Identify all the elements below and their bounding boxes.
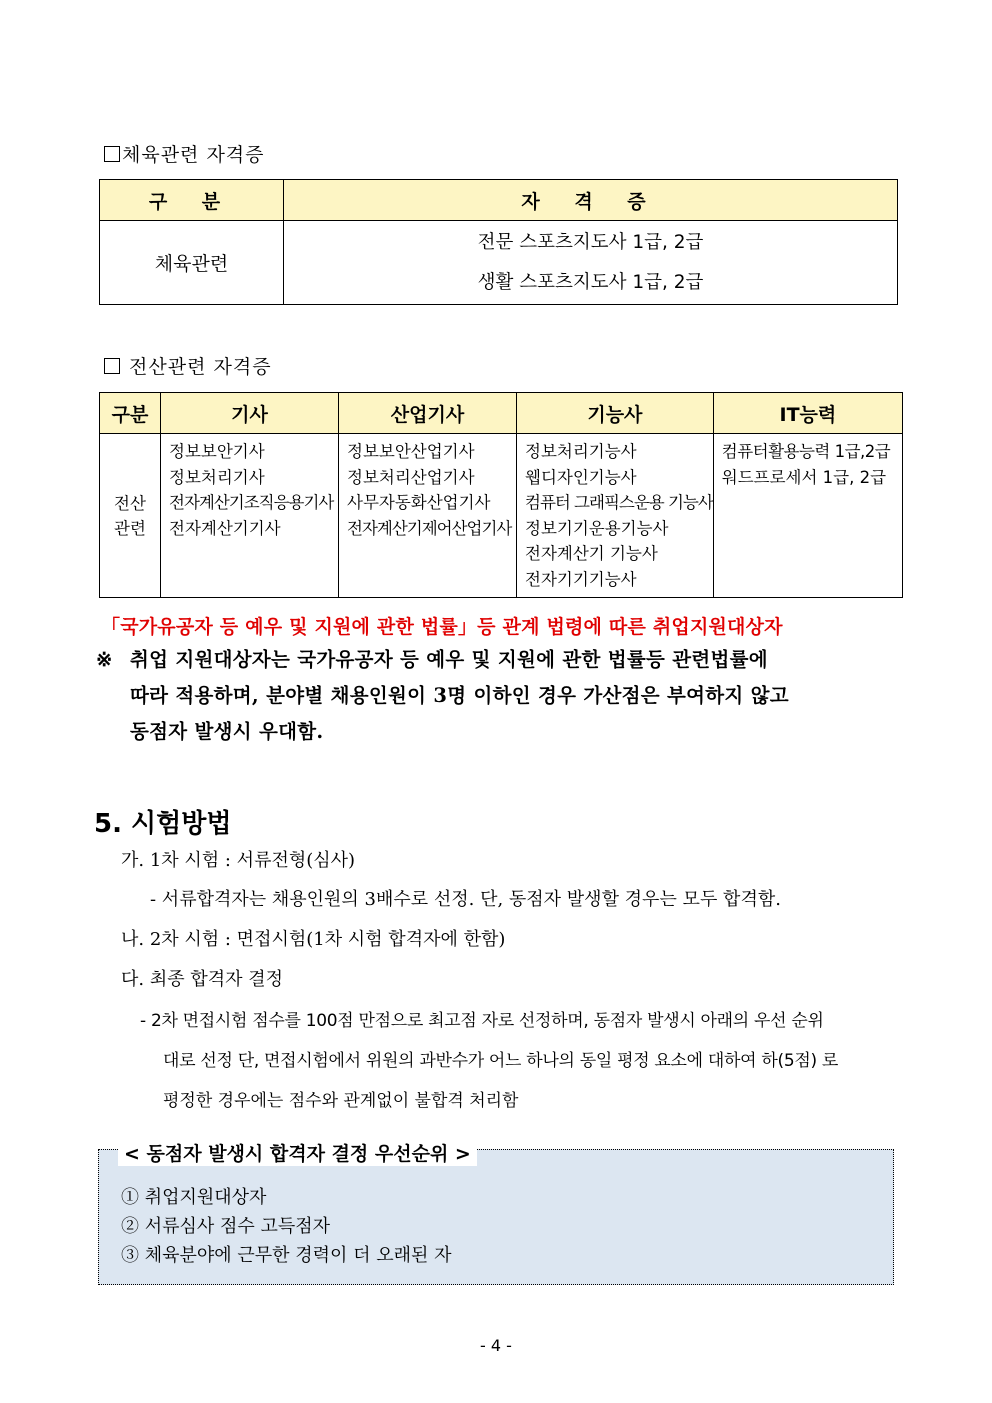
priority-item-2: ② 서류심사 점수 고득점자 bbox=[121, 1216, 331, 1237]
it-row-label-2: 관련 bbox=[114, 518, 146, 538]
exam-item-3: 다. 최종 합격자 결정 bbox=[121, 969, 283, 990]
list-item: 워드프로세서 1급, 2급 bbox=[721, 467, 887, 487]
priority-box-title: < 동점자 발생시 합격자 결정 우선순위 > bbox=[118, 1139, 477, 1166]
it-col-industrial bbox=[339, 434, 517, 598]
it-header-craftsman: 기능사 bbox=[517, 393, 714, 434]
list-item: 정보보안산업기사 bbox=[347, 442, 475, 461]
it-cert-table bbox=[99, 392, 903, 598]
sports-cert-cell bbox=[284, 221, 898, 305]
note-line: 따라 적용하며, 분야별 채용인원이 3명 이하인 경우 가산점은 부여하지 않고 bbox=[130, 684, 789, 707]
checkbox-icon bbox=[104, 358, 120, 374]
sports-row-label: 체육관련 bbox=[100, 221, 284, 305]
it-header-engineer: 기사 bbox=[161, 393, 339, 434]
priority-item-1: ① 취업지원대상자 bbox=[121, 1187, 267, 1208]
note-line: 취업 지원대상자는 국가유공자 등 예우 및 지원에 관한 법률등 관련법률에 bbox=[130, 648, 768, 671]
sports-section-title: 체육관련 자격증 bbox=[104, 140, 265, 167]
it-section-title: 전산관련 자격증 bbox=[104, 352, 272, 379]
exam-heading: 5. 시험방법 bbox=[94, 809, 232, 839]
exam-final-line-2: 대로 선정 단, 면접시험에서 위원의 과반수가 어느 하나의 동일 평정 요소에 대하여 하(5점) 로 bbox=[163, 1051, 839, 1071]
sports-cert-1: 전문 스포츠지도사 1급, 2급 bbox=[477, 231, 704, 253]
priority-item-3: ③ 체육분야에 근무한 경력이 더 오래된 자 bbox=[121, 1245, 452, 1266]
it-col-craftsman bbox=[517, 434, 714, 598]
list-item: 전자기기기능사 bbox=[525, 569, 637, 589]
checkbox-icon bbox=[104, 146, 120, 162]
law-line: 「국가유공자 등 예우 및 지원에 관한 법률」등 관계 법령에 따른 취업지원대상자 bbox=[101, 616, 783, 638]
list-item: 정보보안기사 bbox=[169, 442, 265, 461]
list-item: 전자계산기조직응용기사 bbox=[169, 493, 334, 512]
list-item: 전자계산기제어산업기사 bbox=[347, 518, 512, 538]
exam-final-line-3: 평정한 경우에는 점수와 관계없이 불합격 처리함 bbox=[163, 1091, 519, 1111]
exam-item-2: 나. 2차 시험 : 면접시험(1차 시험 합격자에 한함) bbox=[121, 929, 506, 950]
note-mark: ※ bbox=[96, 648, 113, 671]
list-item: 정보처리산업기사 bbox=[347, 467, 475, 487]
it-col-it-skill bbox=[713, 434, 902, 598]
page-number: - 4 - bbox=[480, 1336, 512, 1355]
it-header-industrial: 산업기사 bbox=[339, 393, 517, 434]
list-item: 컴퓨터 그래픽스운용 기능사 bbox=[525, 493, 713, 512]
exam-item-1: 가. 1차 시험 : 서류전형(심사) bbox=[121, 850, 356, 871]
sports-header-cert: 자 격 증 bbox=[284, 180, 898, 221]
exam-final-line-1: - 2차 면접시험 점수를 100점 만점으로 최고점 자로 선정하며, 동점자 발생시 아래의 우선 순위 bbox=[140, 1011, 824, 1031]
list-item: 정보기기운용기능사 bbox=[525, 518, 669, 538]
it-header-category: 구분 bbox=[100, 393, 161, 434]
note-body bbox=[130, 642, 900, 750]
sports-cert-table bbox=[99, 179, 898, 305]
sports-header-category: 구 분 bbox=[100, 180, 284, 221]
it-row-label bbox=[100, 434, 161, 598]
list-item: 웹디자인기능사 bbox=[525, 467, 637, 487]
it-row-label-1: 전산 bbox=[114, 493, 146, 513]
list-item: 정보처리기능사 bbox=[525, 442, 637, 461]
list-item: 전자계산기 기능사 bbox=[525, 544, 658, 563]
list-item: 전자계산기기사 bbox=[169, 518, 281, 538]
sports-cert-2: 생활 스포츠지도사 1급, 2급 bbox=[477, 271, 704, 293]
list-item: 정보처리기사 bbox=[169, 467, 265, 487]
list-item: 사무자동화산업기사 bbox=[347, 493, 491, 512]
it-col-engineer bbox=[161, 434, 339, 598]
list-item: 컴퓨터활용능력 1급,2급 bbox=[721, 442, 891, 461]
note-line: 동점자 발생시 우대함. bbox=[130, 720, 324, 743]
exam-item-1-detail: - 서류합격자는 채용인원의 3배수로 선정. 단, 동점자 발생할 경우는 모두 합격함. bbox=[150, 889, 781, 910]
it-header-it-skill: IT능력 bbox=[713, 393, 902, 434]
